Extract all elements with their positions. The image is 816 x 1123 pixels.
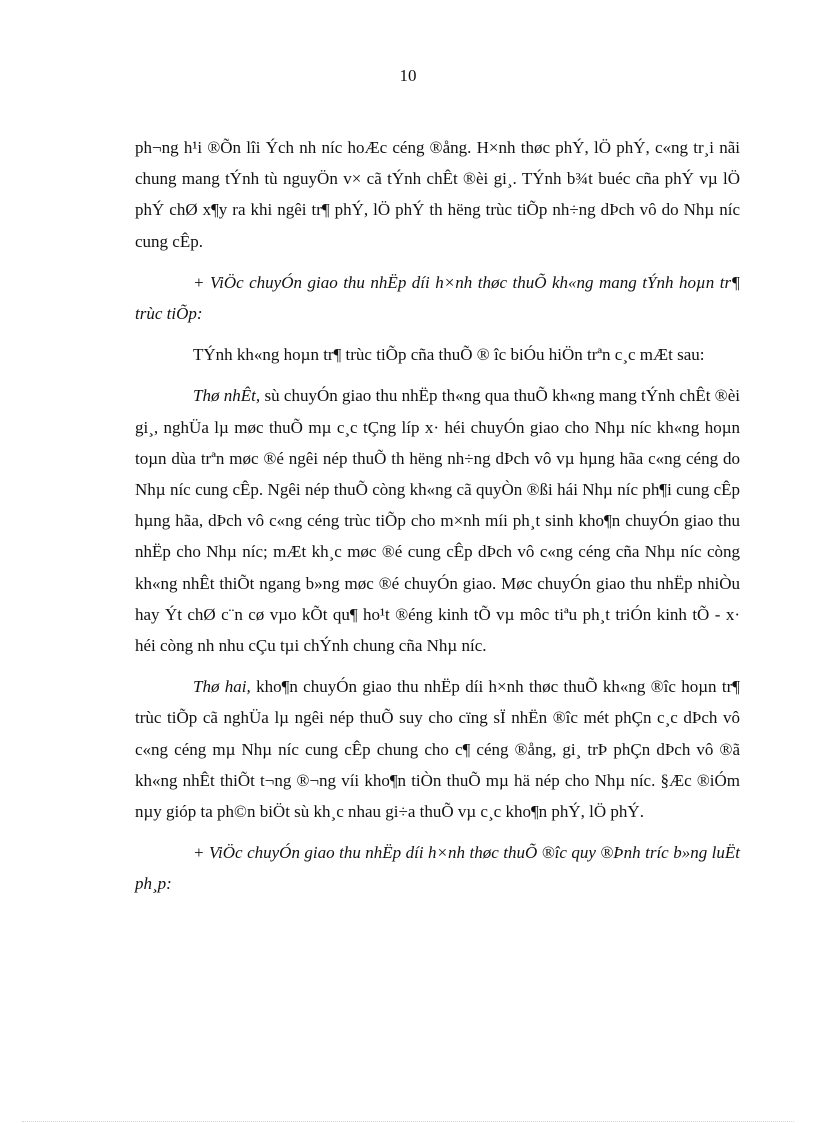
section-heading-1: + ViÖc chuyÓn giao thu nhËp díi h×nh thøc thuÕ kh«ng mang tÝnh hoµn tr¶ trùc tiÕp: — [135, 272, 740, 324]
paragraph-1: ph¬ng h¹i ®Õn lîi Ých nh níc hoÆc céng ®ång. H×nh thøc phÝ, lÖ phÝ, c«ng tr¸i nãi chung mang tÝnh tù nguyÖn v× cã tÝnh chÊt ®èi gi¸. TÝnh b¾t buéc cña phÝ vµ lÖ phÝ chØ x¶y ra khi ngêi tr¶ phÝ, lÖ phÝ th hëng trùc tiÕp nh÷ng dÞch vô do Nhµ níc cung cÊp. — [135, 138, 740, 251]
paragraph-3-body: sù chuyÓn giao thu nhËp th«ng qua thuÕ kh«ng mang tÝnh chÊt ®èi gi¸, nghÜa lµ møc thuÕ mµ c¸c tÇng líp x· héi chuyÓn giao cho Nhµ níc kh«ng hoµn toµn dùa trªn møc ®é ngêi nép thuÕ th hëng nh÷ng dÞch vô vµ hµng hãa c«ng céng do Nhµ níc cung cÊp. Ngêi nép thuÕ còng kh«ng cã quyÒn ®ßi hái Nhµ níc ph¶i cung cÊp hµng hãa, dÞch vô c«ng céng trùc tiÕp cho m×nh míi ph¸t sinh kho¶n chuyÓn giao thu nhËp cho Nhµ níc; mÆt kh¸c møc ®é cung cÊp dÞch vô c«ng céng cña Nhµ níc còng kh«ng nhÊt thiÕt ngang b»ng møc ®é chuyÓn giao. Møc chuyÓn giao thu nhËp nhiÒu hay Ýt chØ c¨n cø vµo kÕt qu¶ ho¹t ®éng kinh tÕ vµ môc tiªu ph¸t triÓn kinh tÕ - x· héi còng nh nhu cÇu tµi chÝnh chung cña Nhµ níc. — [135, 386, 740, 656]
paragraph-4 — [135, 671, 740, 827]
document-body — [135, 132, 740, 910]
paragraph-3-lead: Thø nhÊt, — [193, 386, 261, 406]
page-bottom-divider — [22, 1121, 794, 1122]
paragraph-2: TÝnh kh«ng hoµn tr¶ trùc tiÕp cña thuÕ ® îc biÓu hiÖn trªn c¸c mÆt sau: — [193, 345, 705, 365]
paragraph-4-body: kho¶n chuyÓn giao thu nhËp díi h×nh thøc thuÕ kh«ng ®îc hoµn tr¶ trùc tiÕp cã nghÜa lµ ngêi nép thuÕ suy cho cïng sÏ nhËn ®îc mét phÇn c¸c dÞch vô c«ng céng mµ Nhµ níc cung cÊp chung cho c¶ céng ®ång, gi¸ trÞ phÇn dÞch vô ®ã kh«ng nhÊt thiÕt t¬ng ®¬ng víi kho¶n tiÒn thuÕ mµ hä nép cho Nhµ níc. §Æc ®iÓm nµy gióp ta ph©n biÖt sù kh¸c nhau gi÷a thuÕ vµ c¸c kho¶n phÝ, lÖ phÝ. — [135, 677, 740, 822]
page-number: 10 — [399, 66, 417, 85]
section-heading-2: + ViÖc chuyÓn giao thu nhËp díi h×nh thøc thuÕ ®îc quy ®Þnh tríc b»ng luËt ph¸p: — [135, 843, 740, 894]
paragraph-3 — [135, 380, 740, 661]
paragraph-4-lead: Thø hai, — [193, 677, 251, 697]
